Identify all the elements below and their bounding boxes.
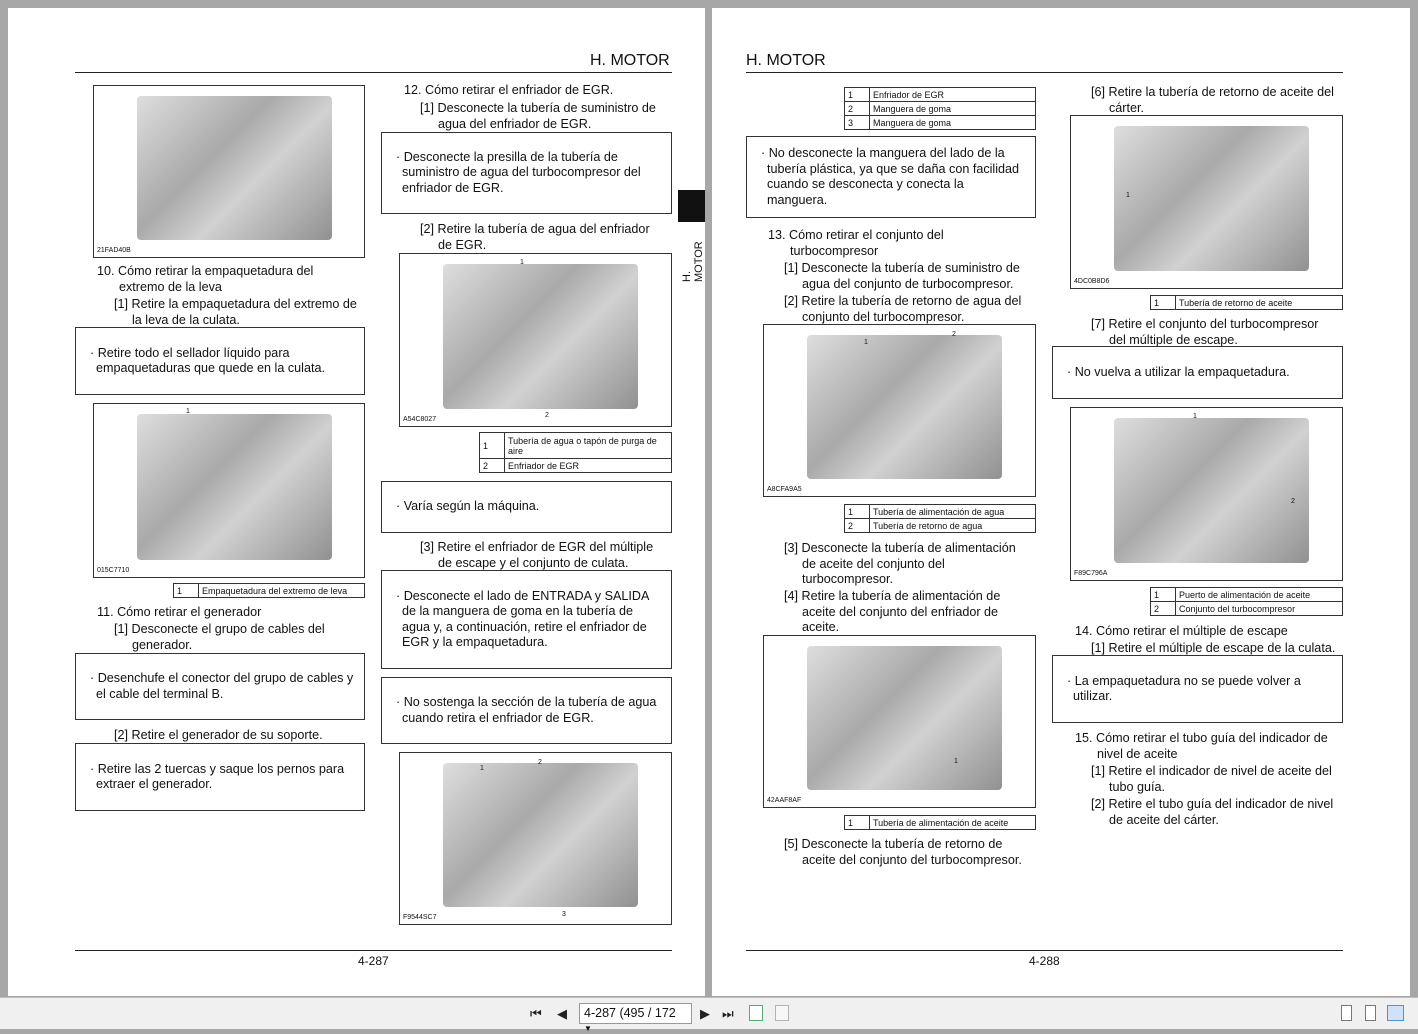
header-rule [746, 72, 1343, 73]
continuous-view-icon[interactable] [1365, 1005, 1376, 1021]
step-12-2: [2] Retire la tubería de agua del enfriador de EGR. [420, 222, 650, 252]
viewer-toolbar [0, 997, 1418, 1033]
note-11b: · Retire las 2 tuercas y saque los pernos para extraer el generador. [75, 743, 365, 811]
step-13: 13. Cómo retirar el conjunto del turbocompresor [768, 228, 944, 258]
facing-pages-view-icon[interactable] [1387, 1005, 1404, 1021]
note-12c: · Desconecte el lado de ENTRADA y SALIDA de la manguera de goma en la tubería de agua y, a continuación, retire el enfriador de EGR y la empaquetadura. [381, 570, 672, 669]
step-15: 15. Cómo retirar el tubo guía del indicador de nivel de aceite [1075, 731, 1328, 761]
footer-rule [746, 950, 1343, 951]
step-13-5: [5] Desconecte la tubería de retorno de aceite del conjunto del turbocompresor. [784, 837, 1022, 867]
note-12d: · No sostenga la sección de la tubería de agua cuando retira el enfriador de EGR. [381, 677, 672, 744]
page-select[interactable]: 4-287 (495 / 172 ▼ [579, 1003, 692, 1024]
note-12a: · Desconecte la presilla de la tubería de suministro de agua del turbocompresor del enfriador de EGR. [381, 132, 672, 214]
legend-fig2: 1 Empaquetadura del extremo de leva [173, 583, 365, 598]
step-15-2: [2] Retire el tubo guía del indicador de nivel de aceite del cárter. [1091, 797, 1334, 827]
page-number: 4-288 [1029, 954, 1060, 968]
step-15-1: [1] Retire el indicador de nivel de aceite del tubo guía. [1091, 764, 1332, 794]
step-14: 14. Cómo retirar el múltiple de escape [1075, 624, 1288, 638]
step-10: 10. Cómo retirar la empaquetadura del extremo de la leva [97, 264, 314, 294]
step-11-1: [1] Desconecte el grupo de cables del generador. [114, 622, 325, 652]
step-13-7: [7] Retire el conjunto del turbocompresor del múltiple de escape. [1091, 317, 1319, 347]
step-13-3: [3] Desconecte la tubería de alimentación de aceite del conjunto del turbocompresor. [784, 541, 1016, 586]
single-page-view-icon[interactable] [1341, 1005, 1352, 1021]
step-12-3: [3] Retire el enfriador de EGR del múltiple de escape y el conjunto de culata. [420, 540, 654, 570]
step-11-2: [2] Retire el generador de su soporte. [114, 728, 323, 742]
step-10-1: [1] Retire la empaquetadura del extremo de la leva de la culata. [114, 297, 357, 327]
figure-turbo-water: 1 2 A8CFA9A5 [763, 324, 1036, 497]
go-forward-view-icon[interactable] [775, 1005, 789, 1021]
side-tab-label: H. MOTOR [681, 241, 705, 282]
note-hose: · No desconecte la manguera del lado de la tubería plástica, ya que se daña con facilidad cuando se desconecta y conecta la manguera. [746, 136, 1036, 218]
header-rule [75, 72, 672, 73]
section-header: H. MOTOR [746, 52, 826, 69]
legend-fig3: 1 Tubería de agua o tapón de purga de aire 2 Enfriador de EGR [479, 432, 672, 473]
step-14-1: [1] Retire el múltiple de escape de la culata. [1091, 641, 1336, 655]
step-11: 11. Cómo retirar el generador [97, 605, 262, 619]
step-12: 12. Cómo retirar el enfriador de EGR. [404, 83, 614, 97]
legend-egr: 1 Enfriador de EGR 2 Manguera de goma 3 Manguera de goma [844, 87, 1036, 130]
step-13-2: [2] Retire la tubería de retorno de agua del conjunto del turbocompresor. [784, 294, 1022, 324]
go-back-view-icon[interactable] [749, 1005, 763, 1021]
step-13-4: [4] Retire la tubería de alimentación de aceite del conjunto del enfriador de aceite. [784, 589, 1001, 634]
chevron-down-icon: ▼ [584, 1024, 592, 1033]
note-14: · La empaquetadura no se puede volver a utilizar. [1052, 655, 1343, 723]
legend-fig5: 1 Tubería de alimentación de agua 2 Tubería de retorno de agua [844, 504, 1036, 533]
step-13-1: [1] Desconecte la tubería de suministro de agua del conjunto de turbocompresor. [784, 261, 1020, 291]
note-11a: · Desenchufe el conector del grupo de cables y el cable del terminal B. [75, 653, 365, 720]
last-page-button[interactable]: ⏭ [722, 1006, 734, 1021]
side-tab-marker [678, 190, 705, 222]
legend-fig7: 1 Tubería de retorno de aceite [1150, 295, 1343, 310]
note-10: · Retire todo el sellador líquido para empaquetaduras que quede en la culata. [75, 327, 365, 395]
figure-turbo-assembly: 1 2 F89C796A [1070, 407, 1343, 581]
figure-egr-water-pipe: 1 2 A54C8027 [399, 253, 672, 427]
legend-fig8: 1 Puerto de alimentación de aceite 2 Conjunto del turbocompresor [1150, 587, 1343, 616]
step-13-6: [6] Retire la tubería de retorno de aceite del cárter. [1091, 85, 1334, 115]
note-12b: · Varía según la máquina. [381, 481, 672, 533]
first-page-button[interactable]: ⏮ [530, 1006, 542, 1021]
figure-oil-return-pipe: 1 4DC0B8D6 [1070, 115, 1343, 289]
note-13: · No vuelva a utilizar la empaquetadura. [1052, 346, 1343, 399]
figure-cam-gasket-exploded: 21FAD40B [93, 85, 365, 258]
prev-page-button[interactable]: ◀ [557, 1006, 567, 1021]
section-header: H. MOTOR [590, 52, 670, 69]
figure-egr-cooler: 1 2 3 F9544SC7 [399, 752, 672, 925]
next-page-button[interactable]: ▶ [700, 1006, 710, 1021]
page-number: 4-287 [358, 954, 389, 968]
step-12-1: [1] Desconecte la tubería de suministro de agua del enfriador de EGR. [420, 101, 656, 131]
figure-oil-feed-pipe: 1 42AAF8AF [763, 635, 1036, 808]
legend-fig6: 1 Tubería de alimentación de aceite [844, 815, 1036, 830]
figure-cylinder-head: 1 015C7710 [93, 403, 365, 578]
footer-rule [75, 950, 672, 951]
